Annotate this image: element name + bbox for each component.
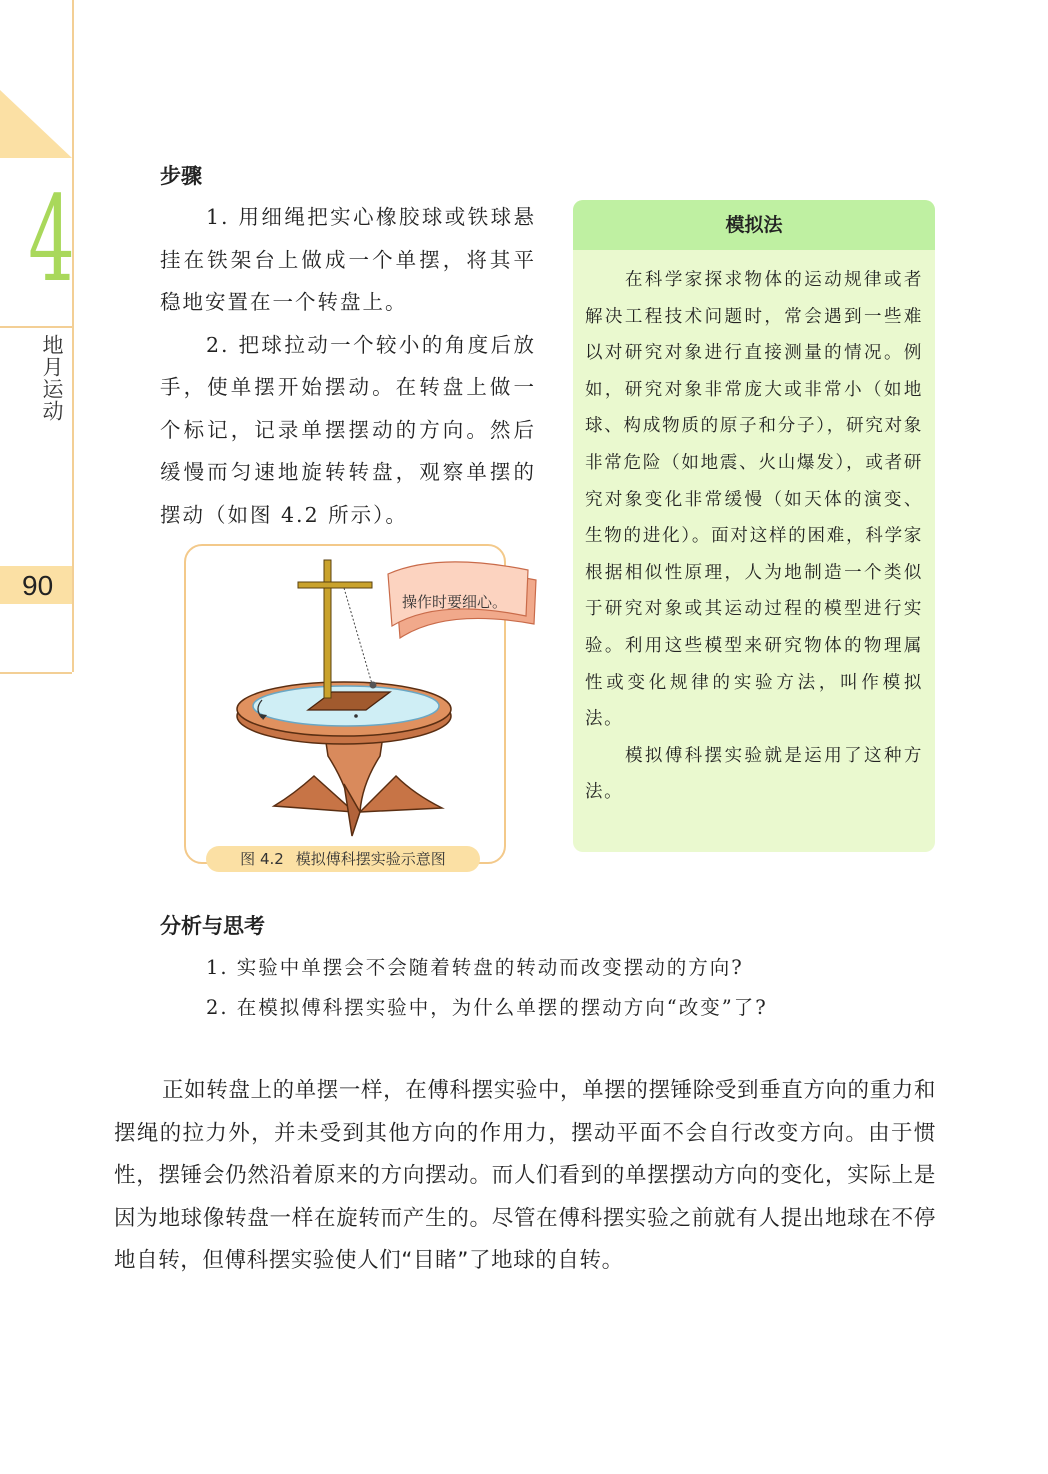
- question-list: [206, 948, 906, 1028]
- corner-decoration: [0, 90, 72, 158]
- margin-divider: [0, 672, 72, 674]
- table-base: [274, 729, 442, 836]
- sidebar-body: [573, 250, 935, 811]
- figure-number: 图 4.2: [240, 850, 284, 868]
- page-number: 90: [22, 570, 54, 601]
- chapter-title: 地月运动: [40, 334, 64, 422]
- steps-heading: 步骤: [160, 164, 202, 188]
- analysis-heading: 分析与思考: [160, 914, 265, 938]
- stand-pole: [324, 560, 331, 698]
- sidebar-title: 模拟法: [573, 200, 935, 250]
- figure-caption-text: 模拟傅科摆实验示意图: [295, 850, 446, 868]
- body-paragraph: 正如转盘上的单摆一样，在傅科摆实验中，单摆的摆锤除受到垂直方向的重力和摆绳的拉力外，并未受到其他方向的作用力，摆动平面不会自行改变方向。由于惯性，摆锤会仍然沿着原来的方向摆动。而人们看到的单摆摆动方向的变化，实际上是因为地球像转盘一样在旋转而产生的。尽管在傅科摆实验之前就有人提出地球在不停地自转，但傅科摆实验使人们“目睹”了地球的自转。: [114, 1078, 936, 1273]
- pendulum-bob: [370, 682, 377, 689]
- tip-banner-text: 操作时要细心。: [402, 593, 508, 611]
- sidebar-paragraph: 模拟傅科摆实验就是运用了这种方法。: [585, 745, 923, 803]
- question-item: 1. 实验中单摆会不会随着转盘的转动而改变摆动的方向?: [206, 956, 744, 979]
- step-item: 1. 用细绳把实心橡胶球或铁球悬挂在铁架台上做成一个单摆，将其平稳地安置在一个转盘上。: [160, 205, 536, 314]
- sidebar-paragraph: 在科学家探求物体的运动规律或者解决工程技术问题时，常会遇到一些难以对研究对象进行直接测量的情况。例如，研究对象非常庞大或非常小（如地球、构成物质的原子和分子），研究对象非常危险（如地震、火山爆发），或者研究对象变化非常缓慢（如天体的演变、生物的进化）。面对这样的困难，科学家根据相似性原理，人为地制造一个类似于研究对象或其运动过程的模型进行实验。利用这些模型来研究物体的物理属性或变化规律的实验方法，叫作模拟法。: [585, 270, 923, 730]
- question-item: 2. 在模拟傅科摆实验中，为什么单摆的摆动方向“改变”了?: [206, 996, 768, 1019]
- steps-text: [160, 196, 536, 536]
- chapter-divider: [0, 326, 72, 328]
- sidebar-box: [573, 200, 935, 852]
- figure-caption: [206, 846, 480, 872]
- chapter-number: 4: [28, 170, 75, 308]
- body-text: [114, 1070, 936, 1283]
- stand-arm: [298, 582, 372, 588]
- step-item: 2. 把球拉动一个较小的角度后放手，使单摆开始摆动。在转盘上做一个标记，记录单摆摆动的方向。然后缓慢而匀速地旋转转盘，观察单摆的摆动（如图 4.2 所示）。: [160, 332, 536, 527]
- pendulum-string: [344, 588, 372, 684]
- pendulum-illustration: [184, 544, 544, 864]
